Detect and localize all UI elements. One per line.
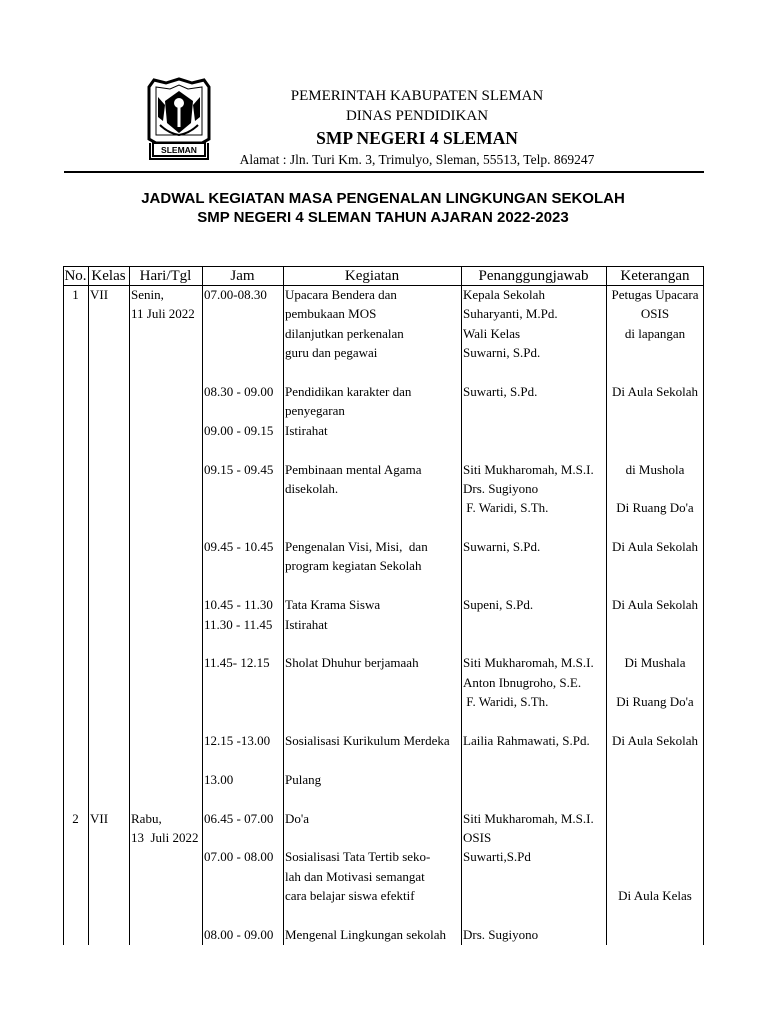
cell-jam: 08.30 - 09.00 xyxy=(204,383,274,399)
cell-keterangan xyxy=(606,576,704,595)
cell-jam: 08.00 - 09.00 xyxy=(204,926,274,942)
cell-penanggungjawab xyxy=(461,440,606,459)
cell-no xyxy=(63,537,88,556)
cell-kelas xyxy=(88,789,129,808)
cell-keterangan xyxy=(606,673,704,692)
cell-kelas xyxy=(88,712,129,731)
cell-no xyxy=(63,440,88,459)
cell-kelas xyxy=(88,906,129,925)
cell-no xyxy=(63,750,88,769)
cell-kelas: VII xyxy=(90,810,109,826)
cell-keterangan xyxy=(606,712,704,731)
cell-jam xyxy=(202,324,283,343)
cell-hari-tgl xyxy=(129,343,202,362)
cell-penanggungjawab: F. Waridi, S.Th. xyxy=(463,694,549,710)
cell-kelas xyxy=(88,615,129,634)
cell-kegiatan: Pengenalan Visi, Misi, dan xyxy=(285,539,428,555)
cell-no xyxy=(63,382,88,401)
cell-no xyxy=(63,401,88,420)
table-row xyxy=(63,712,704,731)
cell-jam xyxy=(202,906,283,925)
cell-kelas xyxy=(88,925,129,944)
cell-jam: 11.30 - 11.45 xyxy=(204,616,273,632)
cell-kelas xyxy=(88,518,129,537)
cell-penanggungjawab: Kepala Sekolah xyxy=(463,287,545,302)
cell-no: 1 xyxy=(72,287,79,302)
cell-keterangan xyxy=(606,556,704,575)
cell-kegiatan: Istirahat xyxy=(285,422,328,438)
cell-hari-tgl xyxy=(129,363,202,382)
cell-jam xyxy=(202,576,283,595)
cell-jam xyxy=(202,886,283,905)
cell-kelas: VII xyxy=(90,287,109,302)
cell-penanggungjawab: Suwarni, S.Pd. xyxy=(463,345,541,361)
cell-kelas xyxy=(88,886,129,905)
cell-jam xyxy=(202,479,283,498)
cell-penanggungjawab xyxy=(461,906,606,925)
cell-keterangan xyxy=(606,770,704,789)
cell-kegiatan: Sholat Dhuhur berjamaah xyxy=(285,655,419,671)
cell-hari-tgl xyxy=(129,382,202,401)
cell-kelas xyxy=(88,692,129,711)
cell-jam: 13.00 xyxy=(204,771,234,787)
cell-no xyxy=(63,343,88,362)
cell-penanggungjawab xyxy=(461,634,606,653)
cell-kelas xyxy=(88,576,129,595)
header-department: DINAS PENDIDIKAN xyxy=(345,108,489,124)
document-subtitle: SMP NEGERI 4 SLEMAN TAHUN AJARAN 2022-2023 xyxy=(197,209,569,226)
column-header-hari-tgl: Hari/Tgl xyxy=(139,268,192,284)
table-row xyxy=(63,343,704,362)
cell-kegiatan xyxy=(283,906,461,925)
cell-kelas xyxy=(88,440,129,459)
cell-kegiatan: pembukaan MOS xyxy=(285,306,377,322)
cell-hari-tgl: Rabu, xyxy=(131,810,162,826)
table-row xyxy=(63,886,704,905)
cell-keterangan xyxy=(606,518,704,537)
cell-kelas xyxy=(88,460,129,479)
cell-penanggungjawab: Siti Mukharomah, M.S.I. xyxy=(463,461,594,477)
cell-kegiatan: Sosialisasi Tata Tertib seko- xyxy=(285,849,431,865)
cell-penanggungjawab xyxy=(461,770,606,789)
cell-kegiatan: Upacara Bendera dan xyxy=(285,287,397,302)
table-row xyxy=(63,615,704,634)
cell-penanggungjawab: Suwarti, S.Pd. xyxy=(463,383,538,399)
cell-no xyxy=(63,712,88,731)
cell-keterangan xyxy=(606,906,704,925)
cell-penanggungjawab xyxy=(461,576,606,595)
table-row xyxy=(63,421,704,440)
cell-kelas xyxy=(88,750,129,769)
table-row xyxy=(63,556,704,575)
cell-hari-tgl xyxy=(129,324,202,343)
cell-jam xyxy=(202,712,283,731)
cell-kelas xyxy=(88,343,129,362)
cell-hari-tgl xyxy=(129,789,202,808)
cell-hari-tgl: Senin, xyxy=(131,287,164,302)
cell-kegiatan: dilanjutkan perkenalan xyxy=(285,325,404,341)
cell-kelas xyxy=(88,324,129,343)
cell-no xyxy=(63,615,88,634)
table-row xyxy=(63,440,704,459)
cell-keterangan: di lapangan xyxy=(624,325,686,341)
cell-no xyxy=(63,828,88,847)
cell-jam xyxy=(202,498,283,517)
cell-penanggungjawab xyxy=(461,867,606,886)
table-row xyxy=(63,479,704,498)
cell-jam: 09.15 - 09.45 xyxy=(204,461,274,477)
cell-no xyxy=(63,363,88,382)
cell-keterangan: Di Aula Sekolah xyxy=(612,597,698,613)
cell-jam xyxy=(202,343,283,362)
cell-jam: 07.00-08.30 xyxy=(204,287,267,302)
column-header-penanggungjawab: Penanggungjawab xyxy=(478,268,589,284)
cell-kelas xyxy=(88,363,129,382)
cell-no xyxy=(63,731,88,750)
cell-keterangan xyxy=(606,828,704,847)
table-row xyxy=(63,653,704,672)
cell-kegiatan: Tata Krama Siswa xyxy=(285,597,381,613)
table-row xyxy=(63,925,704,944)
cell-no xyxy=(63,770,88,789)
cell-jam xyxy=(202,363,283,382)
cell-jam xyxy=(202,867,283,886)
cell-penanggungjawab: Anton Ibnugroho, S.E. xyxy=(463,674,582,690)
cell-penanggungjawab: Lailia Rahmawati, S.Pd. xyxy=(463,732,590,748)
cell-penanggungjawab xyxy=(461,556,606,575)
cell-keterangan: Di Mushala xyxy=(624,655,686,671)
table-row xyxy=(63,576,704,595)
table-row xyxy=(63,401,704,420)
cell-kelas xyxy=(88,770,129,789)
cell-hari-tgl xyxy=(129,460,202,479)
cell-no xyxy=(63,789,88,808)
cell-penanggungjawab: Supeni, S.Pd. xyxy=(463,597,534,613)
cell-kelas xyxy=(88,304,129,323)
cell-penanggungjawab xyxy=(461,421,606,440)
cell-keterangan: Di Aula Kelas xyxy=(618,888,692,904)
cell-jam xyxy=(202,556,283,575)
column-header-kelas: Kelas xyxy=(91,268,126,284)
cell-jam xyxy=(202,692,283,711)
cell-keterangan: Di Ruang Do'a xyxy=(616,694,694,710)
cell-kelas xyxy=(88,595,129,614)
cell-kegiatan: penyegaran xyxy=(285,403,345,419)
cell-keterangan xyxy=(606,343,704,362)
cell-jam xyxy=(202,304,283,323)
cell-no xyxy=(63,847,88,866)
cell-keterangan xyxy=(606,421,704,440)
cell-kelas xyxy=(88,401,129,420)
cell-hari-tgl xyxy=(129,537,202,556)
cell-kelas xyxy=(88,382,129,401)
cell-no xyxy=(63,324,88,343)
cell-penanggungjawab: OSIS xyxy=(463,829,492,845)
cell-kegiatan: lah dan Motivasi semangat xyxy=(285,868,425,884)
cell-kegiatan xyxy=(283,673,461,692)
cell-hari-tgl xyxy=(129,498,202,517)
cell-no xyxy=(63,556,88,575)
cell-kegiatan xyxy=(283,750,461,769)
cell-hari-tgl xyxy=(129,731,202,750)
cell-hari-tgl xyxy=(129,440,202,459)
cell-penanggungjawab xyxy=(461,750,606,769)
cell-keterangan xyxy=(606,809,704,828)
header-school-name: SMP NEGERI 4 SLEMAN xyxy=(316,128,518,148)
table-row xyxy=(63,498,704,517)
table-row xyxy=(63,595,704,614)
table-row xyxy=(63,906,704,925)
cell-kegiatan xyxy=(283,518,461,537)
cell-jam: 11.45- 12.15 xyxy=(204,655,270,671)
cell-kegiatan: Pulang xyxy=(285,771,322,787)
cell-kegiatan: disekolah. xyxy=(285,480,339,496)
cell-kelas xyxy=(88,653,129,672)
cell-kelas xyxy=(88,479,129,498)
cell-kegiatan: Do'a xyxy=(285,810,310,826)
cell-hari-tgl xyxy=(129,712,202,731)
cell-kegiatan: cara belajar siswa efektif xyxy=(285,888,415,904)
cell-jam: 12.15 -13.00 xyxy=(204,732,271,748)
cell-no xyxy=(63,421,88,440)
cell-penanggungjawab xyxy=(461,518,606,537)
cell-kegiatan xyxy=(283,440,461,459)
cell-penanggungjawab: Suwarti,S.Pd xyxy=(463,849,531,865)
cell-hari-tgl: 11 Juli 2022 xyxy=(131,306,195,322)
cell-penanggungjawab: Drs. Sugiyono xyxy=(463,926,539,942)
cell-kegiatan: Istirahat xyxy=(285,616,328,632)
table-row xyxy=(63,363,704,382)
cell-keterangan: Di Aula Sekolah xyxy=(612,383,698,399)
cell-keterangan xyxy=(606,634,704,653)
cell-keterangan: Petugas Upacara xyxy=(611,287,699,302)
cell-hari-tgl xyxy=(129,653,202,672)
cell-keterangan: di Mushola xyxy=(625,461,685,477)
cell-no xyxy=(63,906,88,925)
cell-hari-tgl xyxy=(129,906,202,925)
cell-kelas xyxy=(88,498,129,517)
table-row xyxy=(63,304,704,323)
cell-kelas xyxy=(88,634,129,653)
cell-penanggungjawab: Siti Mukharomah, M.S.I. xyxy=(463,655,594,671)
table-row xyxy=(63,847,704,866)
cell-kelas xyxy=(88,421,129,440)
cell-keterangan xyxy=(606,615,704,634)
column-header-kegiatan: Kegiatan xyxy=(344,268,400,284)
cell-no xyxy=(63,867,88,886)
table-row xyxy=(63,285,704,304)
cell-jam: 09.00 - 09.15 xyxy=(204,422,274,438)
cell-kegiatan: Pendidikan karakter dan xyxy=(285,383,412,399)
cell-no xyxy=(63,925,88,944)
cell-kegiatan: Pembinaan mental Agama xyxy=(285,461,422,477)
cell-kegiatan: Sosialisasi Kurikulum Merdeka xyxy=(285,732,450,748)
cell-hari-tgl xyxy=(129,886,202,905)
cell-hari-tgl xyxy=(129,421,202,440)
cell-keterangan xyxy=(606,847,704,866)
cell-jam xyxy=(202,634,283,653)
cell-penanggungjawab: Suwarni, S.Pd. xyxy=(463,539,541,555)
cell-hari-tgl xyxy=(129,556,202,575)
cell-penanggungjawab: Siti Mukharomah, M.S.I. xyxy=(463,810,594,826)
cell-kegiatan: program kegiatan Sekolah xyxy=(285,558,422,574)
header-divider xyxy=(64,171,704,173)
cell-kelas xyxy=(88,867,129,886)
header-government: PEMERINTAH KABUPATEN SLEMAN xyxy=(290,88,544,104)
table-row xyxy=(63,518,704,537)
cell-penanggungjawab xyxy=(461,615,606,634)
cell-hari-tgl xyxy=(129,847,202,866)
cell-no xyxy=(63,479,88,498)
cell-kegiatan xyxy=(283,692,461,711)
cell-no xyxy=(63,576,88,595)
cell-jam xyxy=(202,828,283,847)
column-header-no: No. xyxy=(64,268,87,284)
cell-hari-tgl xyxy=(129,634,202,653)
cell-hari-tgl xyxy=(129,867,202,886)
cell-hari-tgl xyxy=(129,576,202,595)
cell-kegiatan xyxy=(283,828,461,847)
cell-hari-tgl: 13 Juli 2022 xyxy=(131,829,199,845)
cell-hari-tgl xyxy=(129,595,202,614)
cell-jam xyxy=(202,440,283,459)
cell-penanggungjawab xyxy=(461,712,606,731)
table-row xyxy=(63,770,704,789)
cell-hari-tgl xyxy=(129,401,202,420)
table-body xyxy=(63,285,704,944)
cell-penanggungjawab xyxy=(461,789,606,808)
cell-jam: 09.45 - 10.45 xyxy=(204,539,274,555)
cell-kegiatan xyxy=(283,712,461,731)
cell-kelas xyxy=(88,828,129,847)
cell-no xyxy=(63,634,88,653)
cell-jam xyxy=(202,789,283,808)
cell-jam xyxy=(202,673,283,692)
table-row xyxy=(63,673,704,692)
logo-text: SLEMAN xyxy=(161,145,197,155)
table-row xyxy=(63,809,704,828)
cell-kegiatan: guru dan pegawai xyxy=(285,345,378,361)
schedule-table xyxy=(63,266,704,945)
cell-keterangan xyxy=(606,363,704,382)
table-row xyxy=(63,324,704,343)
table-row xyxy=(63,537,704,556)
document-title: JADWAL KEGIATAN MASA PENGENALAN LINGKUNGAN SEKOLAH xyxy=(141,190,625,207)
cell-kegiatan: Mengenal Lingkungan sekolah xyxy=(285,926,447,942)
cell-hari-tgl xyxy=(129,692,202,711)
cell-jam: 10.45 - 11.30 xyxy=(204,597,273,613)
cell-kelas xyxy=(88,673,129,692)
cell-no xyxy=(63,673,88,692)
cell-hari-tgl xyxy=(129,770,202,789)
cell-jam xyxy=(202,518,283,537)
header-address: Alamat : Jln. Turi Km. 3, Trimulyo, Sleman, 55513, Telp. 869247 xyxy=(239,152,595,167)
table-header-row xyxy=(63,266,704,285)
table-row xyxy=(63,828,704,847)
cell-no xyxy=(63,886,88,905)
cell-kegiatan xyxy=(283,576,461,595)
cell-jam xyxy=(202,750,283,769)
table-row xyxy=(63,789,704,808)
cell-penanggungjawab xyxy=(461,886,606,905)
cell-penanggungjawab: F. Waridi, S.Th. xyxy=(463,500,549,516)
column-header-jam: Jam xyxy=(230,268,255,284)
cell-no xyxy=(63,498,88,517)
column-header-keterangan: Keterangan xyxy=(620,268,690,284)
cell-hari-tgl xyxy=(129,925,202,944)
cell-jam: 07.00 - 08.00 xyxy=(204,849,274,865)
table-row xyxy=(63,382,704,401)
cell-no: 2 xyxy=(72,810,79,826)
cell-keterangan: Di Aula Sekolah xyxy=(612,539,698,555)
cell-hari-tgl xyxy=(129,673,202,692)
cell-keterangan xyxy=(606,925,704,944)
cell-kelas xyxy=(88,847,129,866)
cell-jam xyxy=(202,401,283,420)
cell-penanggungjawab xyxy=(461,363,606,382)
table-row xyxy=(63,692,704,711)
cell-hari-tgl xyxy=(129,750,202,769)
table-row xyxy=(63,460,704,479)
cell-penanggungjawab: Drs. Sugiyono xyxy=(463,480,539,496)
cell-kegiatan xyxy=(283,789,461,808)
cell-jam: 06.45 - 07.00 xyxy=(204,810,274,826)
cell-keterangan: Di Aula Sekolah xyxy=(612,732,698,748)
cell-keterangan xyxy=(606,789,704,808)
cell-penanggungjawab: Wali Kelas xyxy=(463,325,521,341)
cell-hari-tgl xyxy=(129,615,202,634)
cell-kelas xyxy=(88,556,129,575)
cell-keterangan xyxy=(606,867,704,886)
cell-kegiatan xyxy=(283,363,461,382)
cell-no xyxy=(63,653,88,672)
cell-kegiatan xyxy=(283,634,461,653)
cell-keterangan xyxy=(606,479,704,498)
cell-no xyxy=(63,692,88,711)
cell-keterangan: Di Ruang Do'a xyxy=(616,500,694,516)
table-row xyxy=(63,867,704,886)
table-row xyxy=(63,634,704,653)
cell-penanggungjawab: Suharyanti, M.Pd. xyxy=(463,306,558,322)
cell-no xyxy=(63,460,88,479)
cell-no xyxy=(63,595,88,614)
cell-kelas xyxy=(88,537,129,556)
cell-no xyxy=(63,518,88,537)
cell-hari-tgl xyxy=(129,479,202,498)
cell-keterangan: OSIS xyxy=(640,306,670,322)
table-row xyxy=(63,750,704,769)
cell-no xyxy=(63,304,88,323)
cell-penanggungjawab xyxy=(461,401,606,420)
cell-hari-tgl xyxy=(129,518,202,537)
cell-keterangan xyxy=(606,750,704,769)
cell-keterangan xyxy=(606,440,704,459)
table-row xyxy=(63,731,704,750)
cell-kegiatan xyxy=(283,498,461,517)
cell-kelas xyxy=(88,731,129,750)
cell-keterangan xyxy=(606,401,704,420)
